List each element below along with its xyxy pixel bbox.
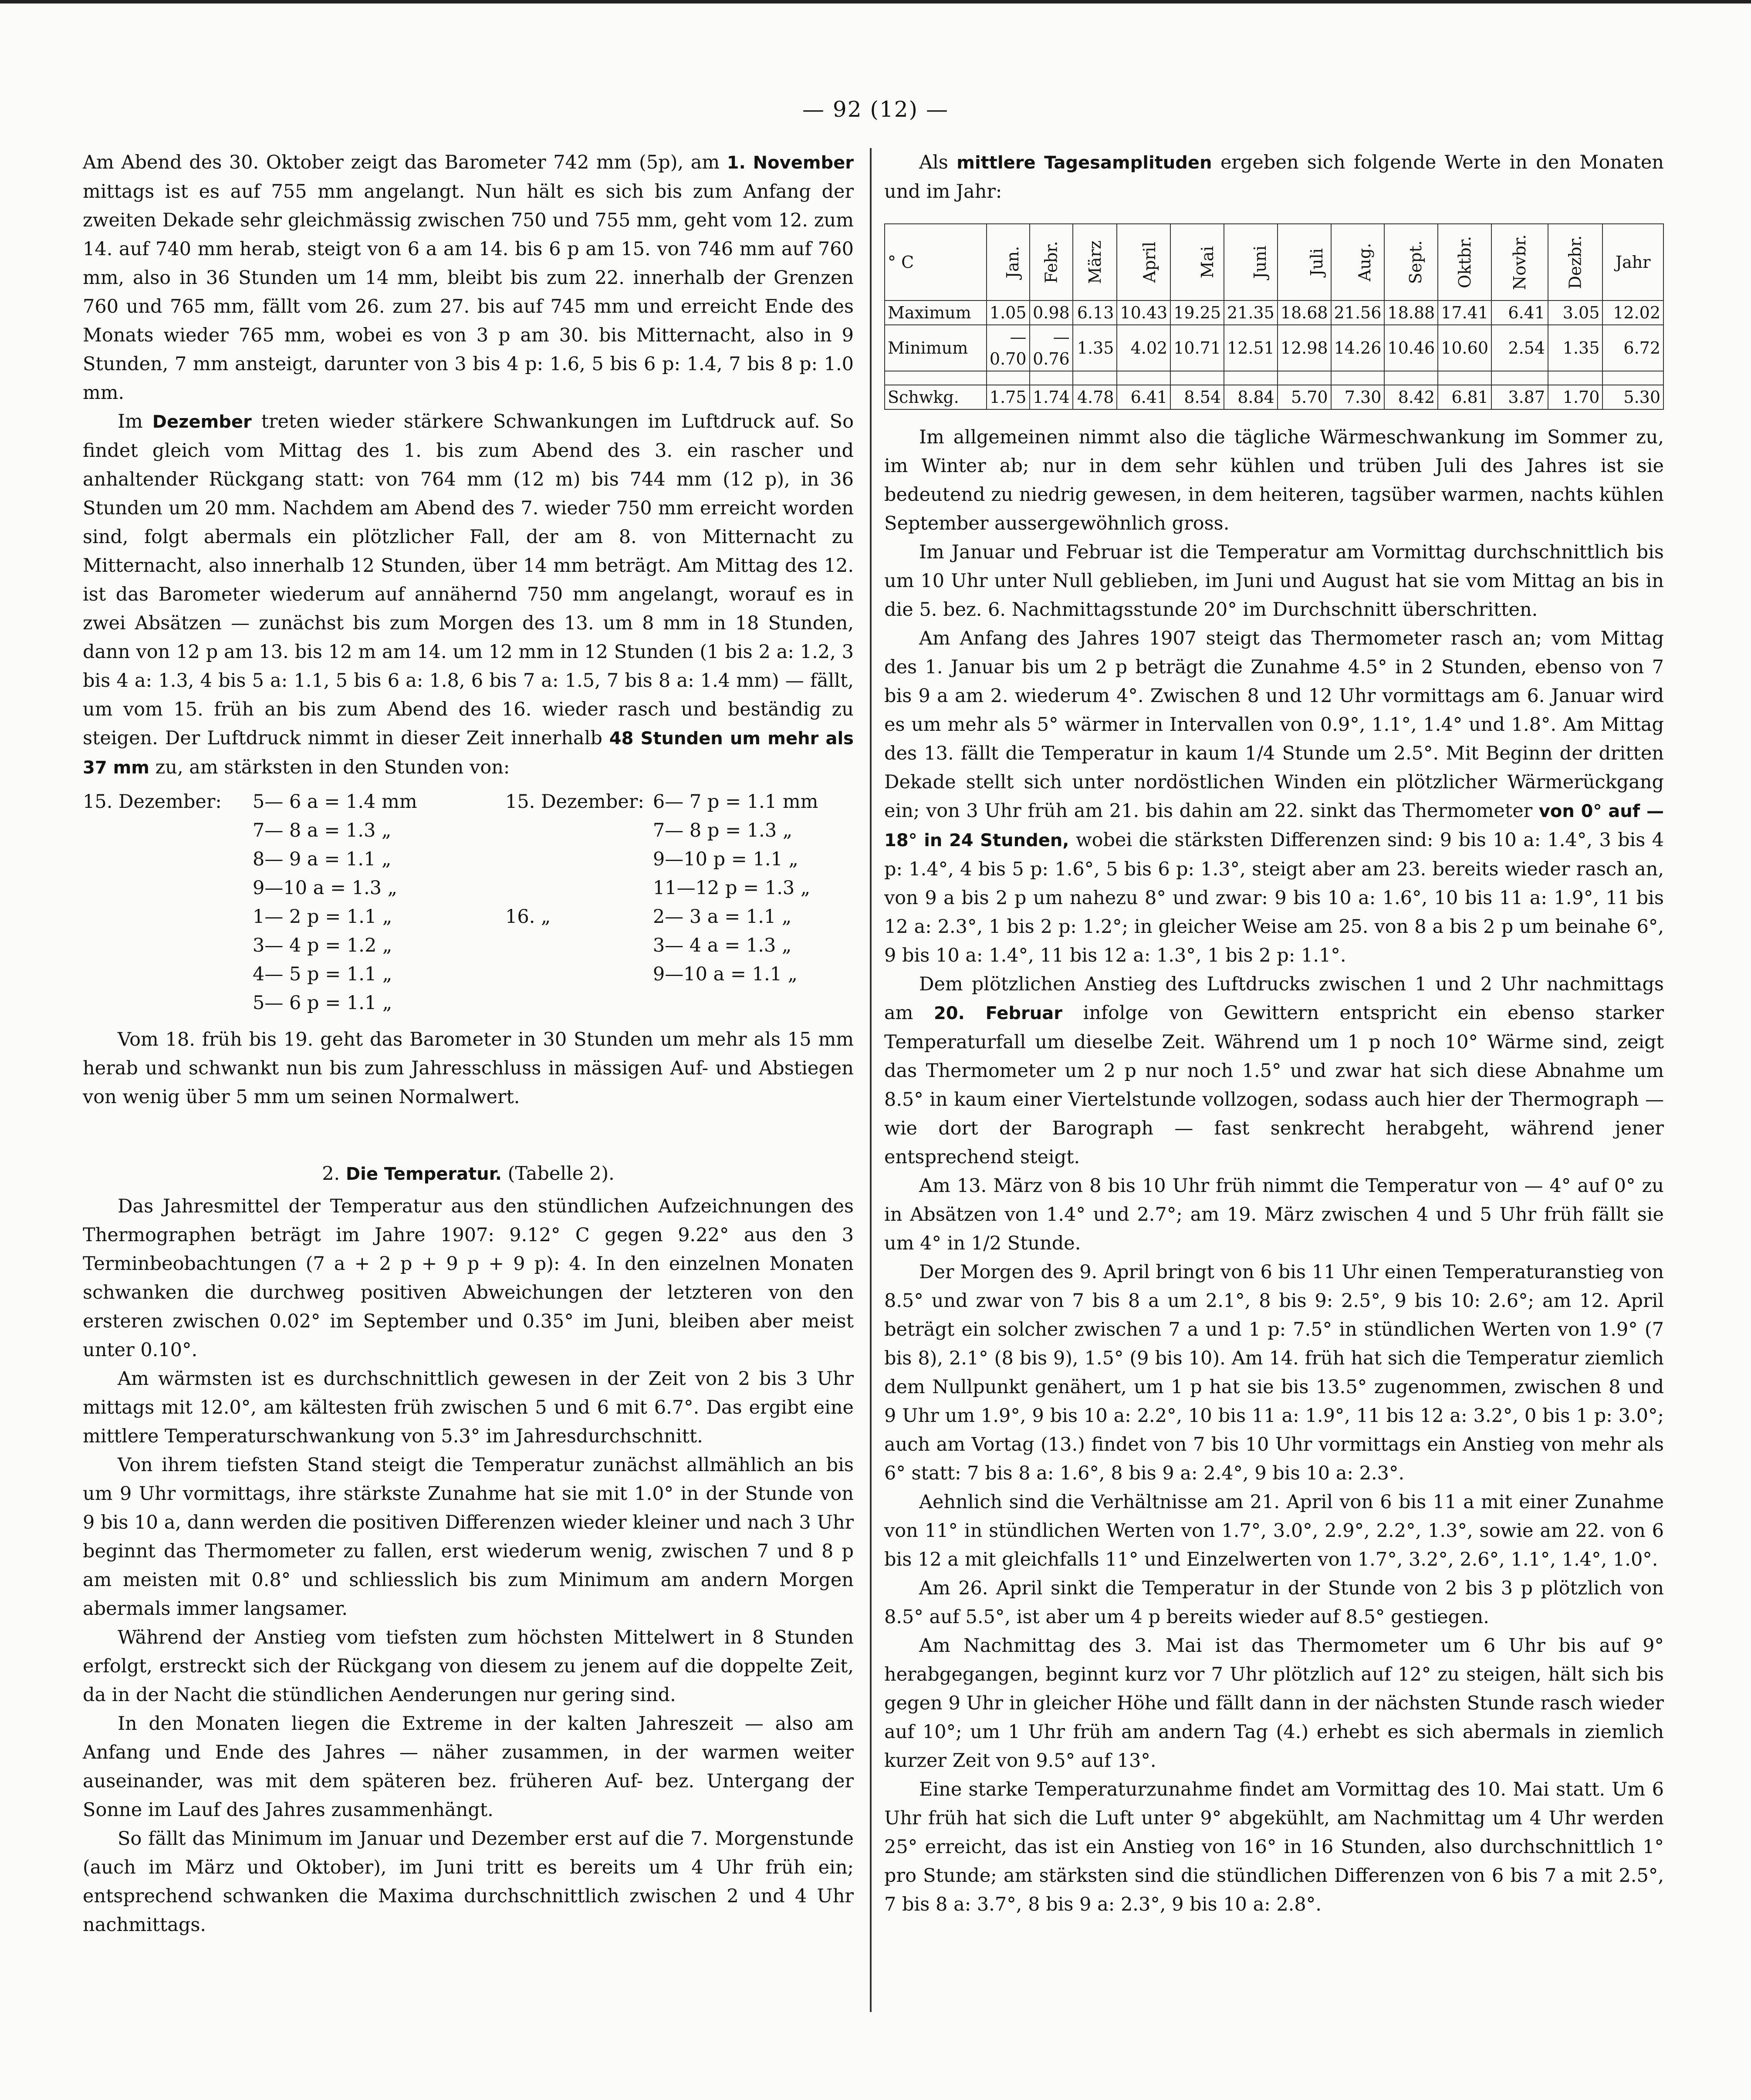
- spacer-cell: [1602, 371, 1663, 385]
- paragraph-3-mai: Am Nachmittag des 3. Mai ist das Thermometer um 6 Uhr bis auf 9° herabgegangen, beginnt kurz vor 7 Uhr plötzlich auf 12° zu steigen, hält sich bis gegen 9 Uhr in gleicher Höhe und fällt dann in der nächsten Stunde rasch wieder auf 10°; um 1 Uhr früh am andern Tag (4.) erhebt es sich abermals in ziemlich kurzer Zeit von 9.5° auf 13°.: [884, 1635, 1664, 1772]
- pressure-cell: 9—10 a = 1.1 „: [652, 963, 798, 985]
- month-header: [1278, 224, 1331, 300]
- pressure-cell: 9—10 a = 1.3 „: [253, 877, 398, 899]
- table-cell: 6.41: [1491, 300, 1548, 325]
- table-cell: 0.98: [1030, 300, 1073, 325]
- paragraph-januar-februar: Im Januar und Februar ist die Temperatur am Vormittag durchschnittlich bis um 10 Uhr unter Null geblieben, im Juni und August hat sie vom Mittag an bis in die 5. bez. 6. Nachmittagsstunde 20° im Durchschnitt überschritten.: [884, 541, 1664, 621]
- paragraph-20-februar: [884, 970, 1664, 1172]
- year-cell: 6.72: [1602, 325, 1663, 371]
- bold-term: von 0° auf —18° in 24 Stunden,: [884, 801, 1664, 851]
- pressure-cell: [83, 989, 244, 1017]
- table-cell: 10.60: [1438, 325, 1491, 371]
- spacer-cell: [1548, 371, 1602, 385]
- pressure-changes-table: [83, 787, 822, 1017]
- table-cell: 1.35: [1548, 325, 1602, 371]
- table-cell: 1.75: [987, 385, 1030, 409]
- text: mittags ist es auf 755 mm angelangt. Nun hält es sich bis zum Anfang der zweiten Dekade sehr gleichmässig zwischen 750 und 755 mm, geht vom 12. zum 14. auf 740 mm herab, steigt von 6 a am 14. bis 6 p am 15. von 746 mm auf 760 mm, also in 36 Stunden um 14 mm, bleibt bis zum 22. innerhalb der Grenzen 760 und 765 mm, fällt vom 26. zum 27. bis auf 745 mm und erreicht Ende des Monats wieder 765 mm, wobei es von 3 p am 30. bis Mitternacht, also in 9 Stunden, 7 mm ansteigt, darunter von 3 bis 4 p: 1.6, 5 bis 6 p: 1.4, 7 bis 8 p: 1.0 mm.: [83, 181, 854, 404]
- section-reference: (Tabelle 2).: [507, 1163, 615, 1185]
- table-cell: 8.42: [1384, 385, 1438, 409]
- table-cell: 1.74: [1030, 385, 1073, 409]
- pressure-row: [83, 989, 822, 1017]
- paragraph-jahresschluss: Vom 18. früh bis 19. geht das Barometer in 30 Stunden um mehr als 15 mm herab und schwankt nun bis zum Jahresschluss in mässigen Auf- und Abstiegen von wenig über 5 mm um seinen Normalwert.: [83, 1029, 854, 1108]
- row-label: Minimum: [885, 325, 987, 371]
- month-label: Juni: [1251, 245, 1270, 279]
- table-cell: 10.71: [1170, 325, 1224, 371]
- pressure-cell: 7— 8 a = 1.3 „: [253, 820, 392, 841]
- pressure-cell: [83, 816, 244, 845]
- month-label: Juli: [1307, 248, 1326, 277]
- paragraph-26-april: Am 26. April sinkt die Temperatur in der Stunde von 2 bis 3 p plötzlich von 8.5° auf 5.5°, ist aber um 4 p bereits wieder auf 8.5° gestiegen.: [884, 1577, 1664, 1628]
- pressure-cell: 16. „: [505, 906, 551, 928]
- page-number: — 92 (12) —: [802, 97, 949, 122]
- spacer-cell: [1117, 371, 1170, 385]
- pressure-cell: [501, 960, 649, 989]
- pressure-cell: 7— 8 p = 1.3 „: [652, 820, 793, 841]
- paragraph-anfang-1907: [884, 624, 1664, 970]
- pressure-cell: 1— 2 p = 1.1 „: [253, 906, 392, 928]
- paragraph-10-mai: Eine starke Temperaturzunahme findet am Vormittag des 10. Mai statt. Um 6 Uhr früh hat sich die Luft unter 9° abgekühlt, am Nachmittag um 4 Uhr werden 25° erreicht, das ist ein Anstieg von 16° in 16 Stunden, also durchschnittlich 1° pro Stunde; am stärksten sind die stündlichen Differenzen von 6 bis 7 a mit 2.5°, 7 bis 8 a: 3.7°, 8 bis 9 a: 2.3°, 9 bis 10 a: 2.8°.: [884, 1779, 1664, 1915]
- text: Im: [118, 411, 143, 432]
- paragraph-21-april: Aehnlich sind die Verhältnisse am 21. April von 6 bis 11 a mit einer Zunahme von 11° in stündlichen Werten von 1.7°, 3.0°, 2.9°, 2.2°, 1.3°, sowie am 22. von 6 bis 12 a mit gleichfalls 11° und Einzelwerten von 1.7°, 3.2°, 2.6°, 1.1°, 1.4°, 1.0°.: [884, 1491, 1664, 1570]
- pressure-row: [83, 931, 822, 960]
- pressure-cell: 11—12 p = 1.3 „: [652, 877, 811, 899]
- paragraph-amplituden-intro: [884, 148, 1664, 206]
- spacer-cell: [1073, 371, 1117, 385]
- table-row: [885, 300, 1663, 325]
- month-label: Dezbr.: [1565, 235, 1585, 289]
- table-cell: 10.43: [1117, 300, 1170, 325]
- month-label: Jan.: [1003, 246, 1023, 279]
- table-spacer: [885, 371, 1663, 385]
- month-label: Novbr.: [1510, 234, 1529, 290]
- section-number: 2.: [322, 1163, 340, 1185]
- month-label: Febr.: [1041, 241, 1061, 284]
- amplitude-table: [884, 223, 1664, 410]
- month-header: [1170, 224, 1224, 300]
- month-header: [1384, 224, 1438, 300]
- pressure-cell: 3— 4 a = 1.3 „: [652, 935, 792, 956]
- year-cell: 12.02: [1602, 300, 1663, 325]
- section-heading: [83, 1159, 854, 1188]
- table-cell: 18.88: [1384, 300, 1438, 325]
- year-cell: 5.30: [1602, 385, 1663, 409]
- text: wobei die stärksten Differenzen sind: 9 bis 10 a: 1.4°, 3 bis 4 p: 1.4°, 4 bis 5 p: 1.6°, 5 bis 6 p: 1.3°, steigt aber am 23. bereits wieder rasch an, von 9 a bis 2 p um nahezu 8° und zwar: 9 bis 10 a: 1.6°, 10 bis 11 a: 1.9°, 11 bis 12 a: 2.3°, 1 bis 2 p: 1.2°; in gleicher Weise am 25. von 8 a bis 2 p um beinahe 6°, 9 bis 10 a: 1.4°, 11 bis 12 a: 1.3°, 1 bis 2 p: 1.1°.: [884, 829, 1664, 966]
- section-title: Die Temperatur.: [345, 1164, 502, 1184]
- spacer-cell: [1224, 371, 1278, 385]
- pressure-cell: [501, 989, 649, 1017]
- pressure-cell: [501, 816, 649, 845]
- pressure-cell: [83, 931, 244, 960]
- month-header: [1073, 224, 1117, 300]
- pressure-row: [83, 902, 822, 931]
- right-column: [884, 148, 1664, 1919]
- month-label: Oktbr.: [1455, 236, 1475, 288]
- table-cell: 1.70: [1548, 385, 1602, 409]
- table-cell: 8.54: [1170, 385, 1224, 409]
- table-cell: 21.35: [1224, 300, 1278, 325]
- spacer-cell: [1491, 371, 1548, 385]
- pressure-cell: [501, 931, 649, 960]
- text: Als: [919, 152, 948, 173]
- spacer-cell: [1278, 371, 1331, 385]
- pressure-cell: 15. Dezember:: [83, 791, 222, 813]
- table-cell: 6.81: [1438, 385, 1491, 409]
- table-cell: 12.51: [1224, 325, 1278, 371]
- pressure-cell: [83, 960, 244, 989]
- paragraph-minimum: So fällt das Minimum im Januar und Dezember erst auf die 7. Morgenstunde (auch im März und Oktober), im Juni tritt es bereits um 4 Uhr früh ein; entsprechend schwanken die Maxima durchschnittlich zwischen 2 und 4 Uhr nachmittags.: [83, 1828, 854, 1936]
- pressure-cell: 15. Dezember:: [505, 791, 644, 813]
- pressure-row: [83, 874, 822, 902]
- month-header: [1491, 224, 1548, 300]
- pressure-cell: 2— 3 a = 1.1 „: [652, 906, 792, 928]
- pressure-row: [83, 816, 822, 845]
- paragraph-anstieg: Während der Anstieg vom tiefsten zum höchsten Mittelwert in 8 Stunden erfolgt, erstreckt sich der Rückgang von diesem zu jenem auf die doppelte Zeit, da in der Nacht die stündlichen Aenderungen nur gering sind.: [83, 1627, 854, 1706]
- month-header: [1030, 224, 1073, 300]
- table-cell: 6.41: [1117, 385, 1170, 409]
- pressure-cell: [649, 989, 823, 1017]
- row-label: Maximum: [885, 300, 987, 325]
- bold-term: 20. Februar: [933, 1003, 1062, 1023]
- table-cell: —0.76: [1030, 325, 1073, 371]
- table-cell: 2.54: [1491, 325, 1548, 371]
- table-cell: 12.98: [1278, 325, 1331, 371]
- row-label: Schwkg.: [885, 385, 987, 409]
- spacer-cell: [1438, 371, 1491, 385]
- table-cell: 17.41: [1438, 300, 1491, 325]
- pressure-row: [83, 960, 822, 989]
- month-header: [1438, 224, 1491, 300]
- spacer-cell: [1384, 371, 1438, 385]
- table-cell: 8.84: [1224, 385, 1278, 409]
- pressure-cell: 3— 4 p = 1.2 „: [253, 935, 392, 956]
- text: Am Abend des 30. Oktober zeigt das Barometer 742 mm (5p), am: [83, 152, 720, 173]
- table-cell: 7.30: [1331, 385, 1385, 409]
- month-label: März: [1085, 240, 1105, 284]
- pressure-cell: [83, 874, 244, 902]
- paragraph-april: Der Morgen des 9. April bringt von 6 bis 11 Uhr einen Temperaturanstieg von 8.5° und zwar von 7 bis 8 a um 2.1°, 8 bis 9: 2.5°, 9 bis 10: 2.6°; am 12. April beträgt ein solcher zwischen 7 a und 1 p: 7.5° in stündlichen Werten von 1.9° (7 bis 8), 2.1° (8 bis 9), 1.5° (9 bis 10). Am 14. früh hat sich die Temperatur ziemlich dem Nullpunkt genähert, um 1 p hat sie bis 13.5° zugenommen, zwischen 8 und 9 Uhr um 1.9°, 9 bis 10 a: 2.2°, 10 bis 11 a: 1.9°, 11 bis 12 a: 3.2°, 0 bis 1 p: 3.0°; auch am Vortag (13.) findet von 7 bis 10 Uhr vormittags ein Anstieg von mehr als 6° statt: 7 bis 8 a: 1.6°, 8 bis 9 a: 2.4°, 9 bis 10 a: 2.3°.: [884, 1261, 1664, 1484]
- table-cell: 3.05: [1548, 300, 1602, 325]
- year-header: Jahr: [1602, 224, 1663, 300]
- bold-term: Dezember: [152, 412, 252, 432]
- table-row: [885, 385, 1663, 409]
- text: Am Anfang des Jahres 1907 steigt das Thermometer rasch an; vom Mittag des 1. Januar bis um 2 p beträgt die Zunahme 4.5° in 2 Stunden, ebenso von 7 bis 9 a am 2. wiederum 4°. Zwischen 8 und 12 Uhr vormittags am 6. Januar wird es um mehr als 5° wärmer in Intervallen von 0.9°, 1.1°, 1.4° und 1.8°. Am Mittag des 13. fällt die Temperatur in kaum 1/4 Stunde um 2.5°. Mit Beginn der dritten Dekade stellt sich unter nordöstlichen Winden ein plötzlicher Wärmerückgang ein; von 3 Uhr früh am 21. bis dahin am 22. sinkt das Thermometer: [884, 628, 1664, 822]
- table-cell: 6.13: [1073, 300, 1117, 325]
- month-header: [1548, 224, 1602, 300]
- month-label: April: [1140, 241, 1159, 283]
- pressure-cell: 8— 9 a = 1.1 „: [253, 848, 392, 870]
- text: infolge von Gewittern entspricht ein ebenso starker Temperaturfall um dieselbe Zeit. Während um 1 p noch 10° Wärme sind, zeigt das Thermometer um 2 p nur noch 1.5° und zwar hat sich diese Abnahme um 8.5° in kaum einer Viertelstunde vollzogen, sodass auch hier der Thermograph — wie dort der Barograph — fast senkrecht herabgeht, während jener entsprechend steigt.: [884, 1002, 1664, 1168]
- table-cell: 14.26: [1331, 325, 1385, 371]
- pressure-cell: [501, 874, 649, 902]
- table-cell: 4.78: [1073, 385, 1117, 409]
- table-cell: 4.02: [1117, 325, 1170, 371]
- month-label: Sept.: [1406, 240, 1426, 284]
- table-cell: 18.68: [1278, 300, 1331, 325]
- spacer-cell: [1170, 371, 1224, 385]
- paragraph-november: [83, 148, 854, 407]
- spacer-cell: [1331, 371, 1385, 385]
- table-cell: 10.46: [1384, 325, 1438, 371]
- paragraph-waermsten: Am wärmsten ist es durchschnittlich gewesen in der Zeit von 2 bis 3 Uhr mittags mit 12.0°, am kältesten früh zwischen 5 und 6 mit 6.7°. Das ergibt eine mittlere Temperaturschwankung von 5.3° im Jahresdurchschnitt.: [83, 1368, 854, 1447]
- table-cell: 1.35: [1073, 325, 1117, 371]
- paragraph-allgemeinen: Im allgemeinen nimmt also die tägliche Wärmeschwankung im Sommer zu, im Winter ab; nur in dem sehr kühlen und trüben Juli des Jahres ist sie bedeutend zu niedrig gewesen, in dem heiteren, tagsüber warmen, nachts kühlen September aussergewöhnlich gross.: [884, 426, 1664, 534]
- pressure-cell: 5— 6 a = 1.4 mm: [253, 791, 417, 813]
- text: ergeben sich folgende Werte in den Monaten und im Jahr:: [884, 152, 1664, 203]
- spacer-cell: [885, 371, 987, 385]
- table-cell: 21.56: [1331, 300, 1385, 325]
- month-label: Mai: [1198, 246, 1217, 278]
- column-divider: [870, 148, 872, 2012]
- bold-term: 1. November: [727, 153, 854, 173]
- spacer-cell: [1030, 371, 1073, 385]
- text: Dem plötzlichen Anstieg des Luftdrucks zwischen 1 und 2 Uhr nachmittags am: [884, 973, 1664, 1024]
- pressure-cell: [501, 845, 649, 874]
- paragraph-dezember: [83, 407, 854, 782]
- spacer-cell: [987, 371, 1030, 385]
- top-rule: [0, 0, 1751, 3]
- pressure-row: [83, 787, 822, 816]
- table-cell: 3.87: [1491, 385, 1548, 409]
- bold-term: mittlere Tagesamplituden: [957, 153, 1212, 173]
- table-cell: 19.25: [1170, 300, 1224, 325]
- month-header: [987, 224, 1030, 300]
- table-row: [885, 325, 1663, 371]
- bold-term: 48 Stunden um mehr als 37 mm: [83, 729, 854, 778]
- table-cell: 5.70: [1278, 385, 1331, 409]
- month-header: [1117, 224, 1170, 300]
- pressure-cell: [83, 845, 244, 874]
- table-cell: —0.70: [987, 325, 1030, 371]
- pressure-cell: [83, 902, 244, 931]
- paragraph-extreme: In den Monaten liegen die Extreme in der kalten Jahreszeit — also am Anfang und Ende des Jahres — näher zusammen, in der warmen weiter auseinander, was mit dem späteren bez. früheren Auf- bez. Untergang der Sonne im Lauf des Jahres zusammenhängt.: [83, 1713, 854, 1821]
- paragraph-tiefsten-stand: Von ihrem tiefsten Stand steigt die Temperatur zunächst allmählich an bis um 9 Uhr vormittags, ihre stärkste Zunahme hat sie mit 1.0° in der Stunde von 9 bis 10 a, dann werden die positiven Differenzen wieder kleiner und nach 3 Uhr beginnt das Thermometer zu fallen, erst wiederum wenig, zwischen 7 und 8 p am meisten mit 0.8° und schliesslich bis zum Minimum am andern Morgen abermals immer langsamer.: [83, 1454, 854, 1620]
- pressure-cell: 6— 7 p = 1.1 mm: [652, 791, 818, 813]
- pressure-cell: 4— 5 p = 1.1 „: [253, 963, 392, 985]
- paragraph-jahresmittel: Das Jahresmittel der Temperatur aus den stündlichen Aufzeichnungen des Thermographen beträgt im Jahre 1907: 9.12° C gegen 9.22° aus den 3 Terminbeobachtungen (7 a + 2 p + 9 p + 9 p): 4. In den einzelnen Monaten schwanken die durchweg positiven Abweichungen der letzteren von den ersteren zwischen 0.02° im September und 0.35° im Juni, bleiben aber meist unter 0.10°.: [83, 1195, 854, 1361]
- paragraph-maerz: Am 13. März von 8 bis 10 Uhr früh nimmt die Temperatur von — 4° auf 0° zu in Absätzen von 1.4° und 2.7°; am 19. März zwischen 4 und 5 Uhr früh fällt sie um 4° in 1/2 Stunde.: [884, 1175, 1664, 1254]
- month-label: Aug.: [1355, 243, 1375, 282]
- month-header: [1224, 224, 1278, 300]
- table-corner-unit: ° C: [885, 224, 987, 300]
- table-cell: 1.05: [987, 300, 1030, 325]
- pressure-cell: 9—10 p = 1.1 „: [652, 848, 798, 870]
- pressure-cell: 5— 6 p = 1.1 „: [253, 992, 392, 1014]
- text: zu, am stärksten in den Stunden von:: [155, 756, 510, 778]
- pressure-row: [83, 845, 822, 874]
- month-header: [1331, 224, 1385, 300]
- left-column: [83, 148, 854, 1939]
- text: treten wieder stärkere Schwankungen im Luftdruck auf. So findet gleich vom Mittag des 1. bis zum Abend des 3. ein rascher und anhaltender Rückgang statt: von 764 mm (12 m) bis 744 mm (12 p), in 36 Stunden um 20 mm. Nachdem am Abend des 7. wieder 750 mm erreicht worden sind, folgt abermals ein plötzlicher Fall, der am 8. von Mitternacht zu Mitternacht, also innerhalb 12 Stunden, über 14 mm beträgt. Am Mittag des 12. ist das Barometer wiederum auf annähernd 750 mm angelangt, worauf es in zwei Absätzen — zunächst bis zum Morgen des 13. um 8 mm in 18 Stunden, dann von 12 p am 13. bis 12 m am 14. um 12 mm in 12 Stunden (1 bis 2 a: 1.2, 3 bis 4 a: 1.3, 4 bis 5 a: 1.1, 5 bis 6 a: 1.8, 6 bis 7 a: 1.5, 7 bis 8 a: 1.4 mm) — fällt, um vom 15. früh an bis zum Abend des 16. wieder rasch und beständig zu steigen. Der Luftdruck nimmt in dieser Zeit innerhalb: [83, 411, 854, 749]
